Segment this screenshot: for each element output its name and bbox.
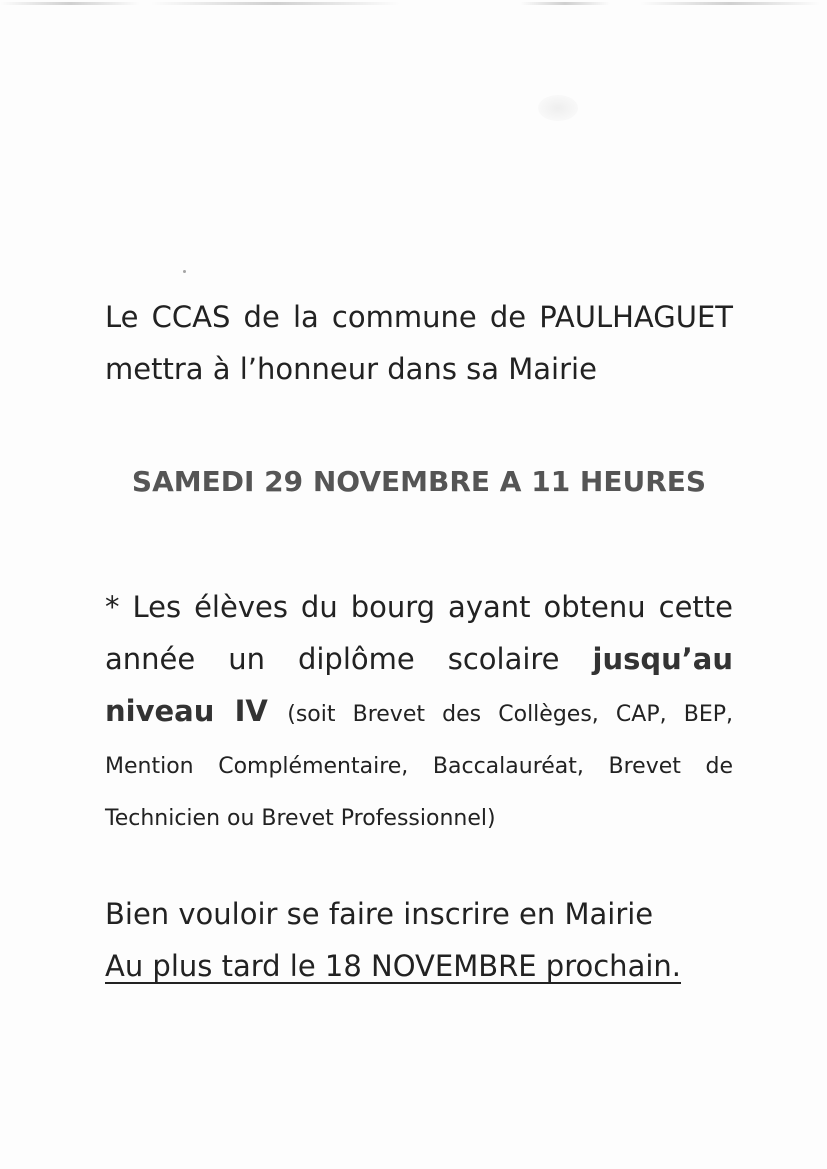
event-date-heading: SAMEDI 29 NOVEMBRE A 11 HEURES [131, 465, 707, 498]
scan-edge-marks [0, 0, 827, 10]
registration-text: Bien vouloir se faire inscrire en Mairie [105, 897, 654, 931]
level-bold-text: jusqu’au niveau IV [105, 642, 734, 728]
students-paragraph [105, 581, 733, 841]
scan-speck [183, 270, 186, 273]
intro-paragraph: Le CCAS de la commune de PAULHAGUET mettra à l’honneur dans sa Mairie [105, 300, 733, 386]
deadline-text: Au plus tard le 18 NOVEMBRE prochain. [105, 949, 681, 983]
diploma-list-text: (soit Brevet des Collèges, CAP, BEP, Mention Complémentaire, Baccalauréat, Brevet de Technicien ou Brevet Professionnel) [105, 702, 733, 831]
students-intro-text: * Les élèves du bourg ayant obtenu cette année un diplôme scolaire [105, 590, 733, 676]
scan-smudge [538, 95, 578, 121]
registration-paragraph [105, 888, 733, 992]
